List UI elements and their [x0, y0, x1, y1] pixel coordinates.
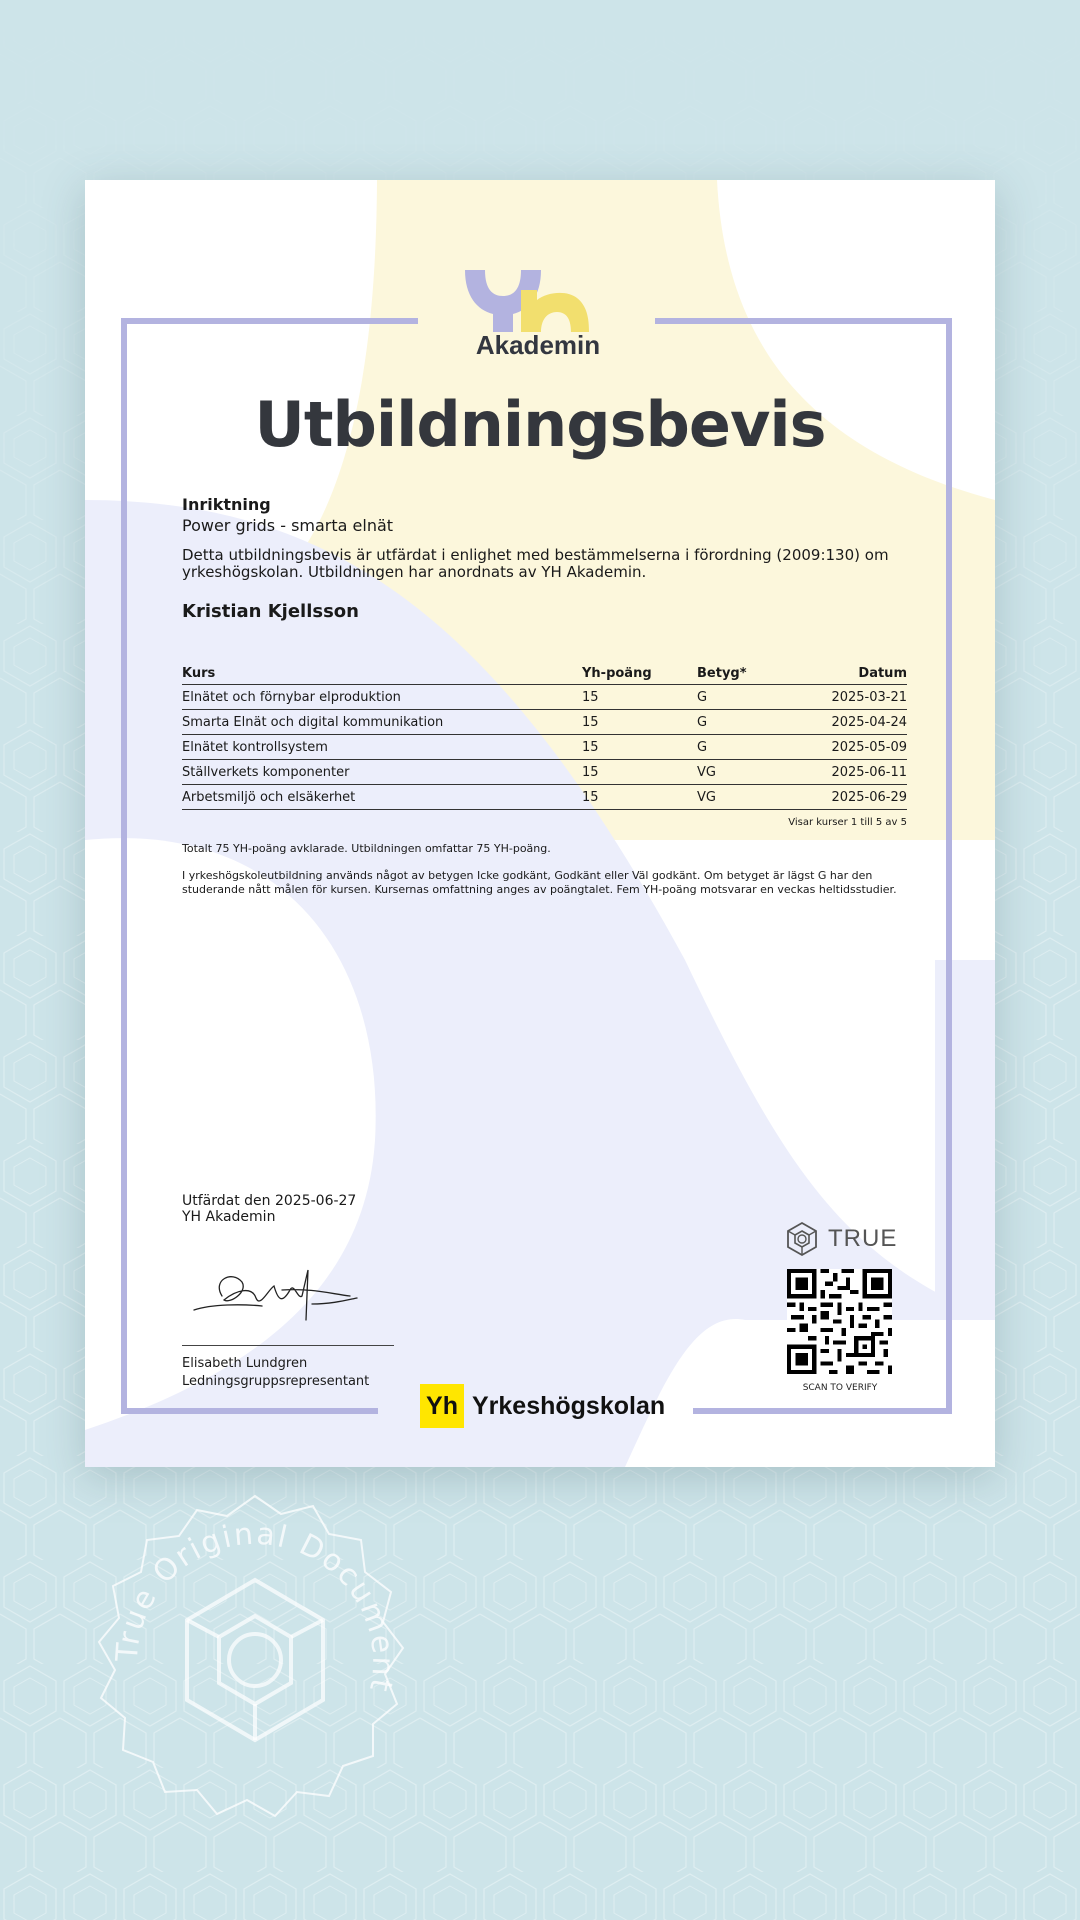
cell-betyg: G: [697, 735, 807, 760]
cell-kurs: Smarta Elnät och digital kommunikation: [182, 710, 582, 735]
cell-kurs: Elnätet kontrollsystem: [182, 735, 582, 760]
yh-name: Yrkeshögskolan: [472, 1392, 666, 1420]
signer-role: Ledningsgruppsrepresentant: [182, 1374, 370, 1389]
cell-poang: 15: [582, 710, 697, 735]
cell-betyg: G: [697, 710, 807, 735]
header-kurs: Kurs: [182, 666, 582, 685]
course-table: [182, 666, 907, 810]
table-header-row: [182, 666, 907, 685]
issuer-name: YH Akademin: [182, 1209, 276, 1225]
cell-kurs: Ställverkets komponenter: [182, 760, 582, 785]
true-original-seal: [85, 1492, 425, 1832]
cell-betyg: VG: [697, 785, 807, 810]
table-row: [182, 735, 907, 760]
brand-name: Akademin: [475, 330, 601, 360]
cell-poang: 15: [582, 735, 697, 760]
cell-datum: 2025-03-21: [807, 685, 907, 710]
cell-poang: 15: [582, 785, 697, 810]
cell-poang: 15: [582, 685, 697, 710]
cell-kurs: Arbetsmiljö och elsäkerhet: [182, 785, 582, 810]
page-title: Utbildningsbevis: [254, 388, 826, 461]
certificate-body: [182, 495, 907, 897]
issue-date: Utfärdat den 2025-06-27: [182, 1193, 357, 1209]
table-row: [182, 685, 907, 710]
cell-kurs: Elnätet och förnybar elproduktion: [182, 685, 582, 710]
qr-code[interactable]: [787, 1269, 892, 1374]
signer-block: [182, 1355, 369, 1391]
signer-name: Elisabeth Lundgren: [182, 1356, 308, 1371]
cell-datum: 2025-06-11: [807, 760, 907, 785]
cell-poang: 15: [582, 760, 697, 785]
cell-datum: 2025-05-09: [807, 735, 907, 760]
table-row: [182, 710, 907, 735]
cell-betyg: G: [697, 685, 807, 710]
table-row: [182, 760, 907, 785]
akademin-logo: [463, 270, 613, 365]
yh-akademin-logo-icon: [463, 270, 613, 332]
inriktning-value: Power grids - smarta elnät: [182, 516, 394, 535]
true-verification-brand: [784, 1221, 899, 1257]
cell-datum: 2025-06-29: [807, 785, 907, 810]
inriktning-label: Inriktning: [182, 495, 271, 514]
svg-text:True Original Document: [110, 1517, 401, 1696]
table-pagination-info: Visar kurser 1 till 5 av 5: [788, 817, 907, 828]
cell-betyg: VG: [697, 760, 807, 785]
yh-badge: Yh: [420, 1384, 464, 1428]
grading-footnote: I yrkeshögskoleutbildning används något av betygen Icke godkänt, Godkänt eller Väl godkänt. Om betyget är lägst G har den studerande nått målen för kursen. Kursernas omfattning anges av poängtalet. Fem YH-poäng motsvarar en veckas heltidsstudier.: [182, 869, 897, 896]
header-yh-poang: Yh-poäng: [582, 666, 697, 685]
header-datum: Datum: [807, 666, 907, 685]
signature-image: [182, 1260, 392, 1330]
table-row: [182, 785, 907, 810]
student-name: Kristian Kjellsson: [182, 601, 359, 622]
scan-to-verify-label: SCAN TO VERIFY: [802, 1383, 878, 1393]
true-brand-text: TRUE: [828, 1225, 898, 1252]
header-betyg: Betyg*: [697, 666, 807, 685]
true-hexagon-icon: [784, 1221, 820, 1257]
seal-text: True Original Document: [109, 1516, 401, 1696]
signature-line: [182, 1345, 394, 1346]
intro-text: Detta utbildningsbevis är utfärdat i enlighet med bestämmelserna i förordning (2009:130) om yrkeshögskolan. Utbildningen har anordnats av YH Akademin.: [182, 546, 889, 581]
issue-block: [182, 1193, 356, 1225]
cell-datum: 2025-04-24: [807, 710, 907, 735]
certificate-page: [85, 180, 995, 1467]
total-credits-text: Totalt 75 YH-poäng avklarade. Utbildningen omfattar 75 YH-poäng.: [182, 842, 551, 855]
